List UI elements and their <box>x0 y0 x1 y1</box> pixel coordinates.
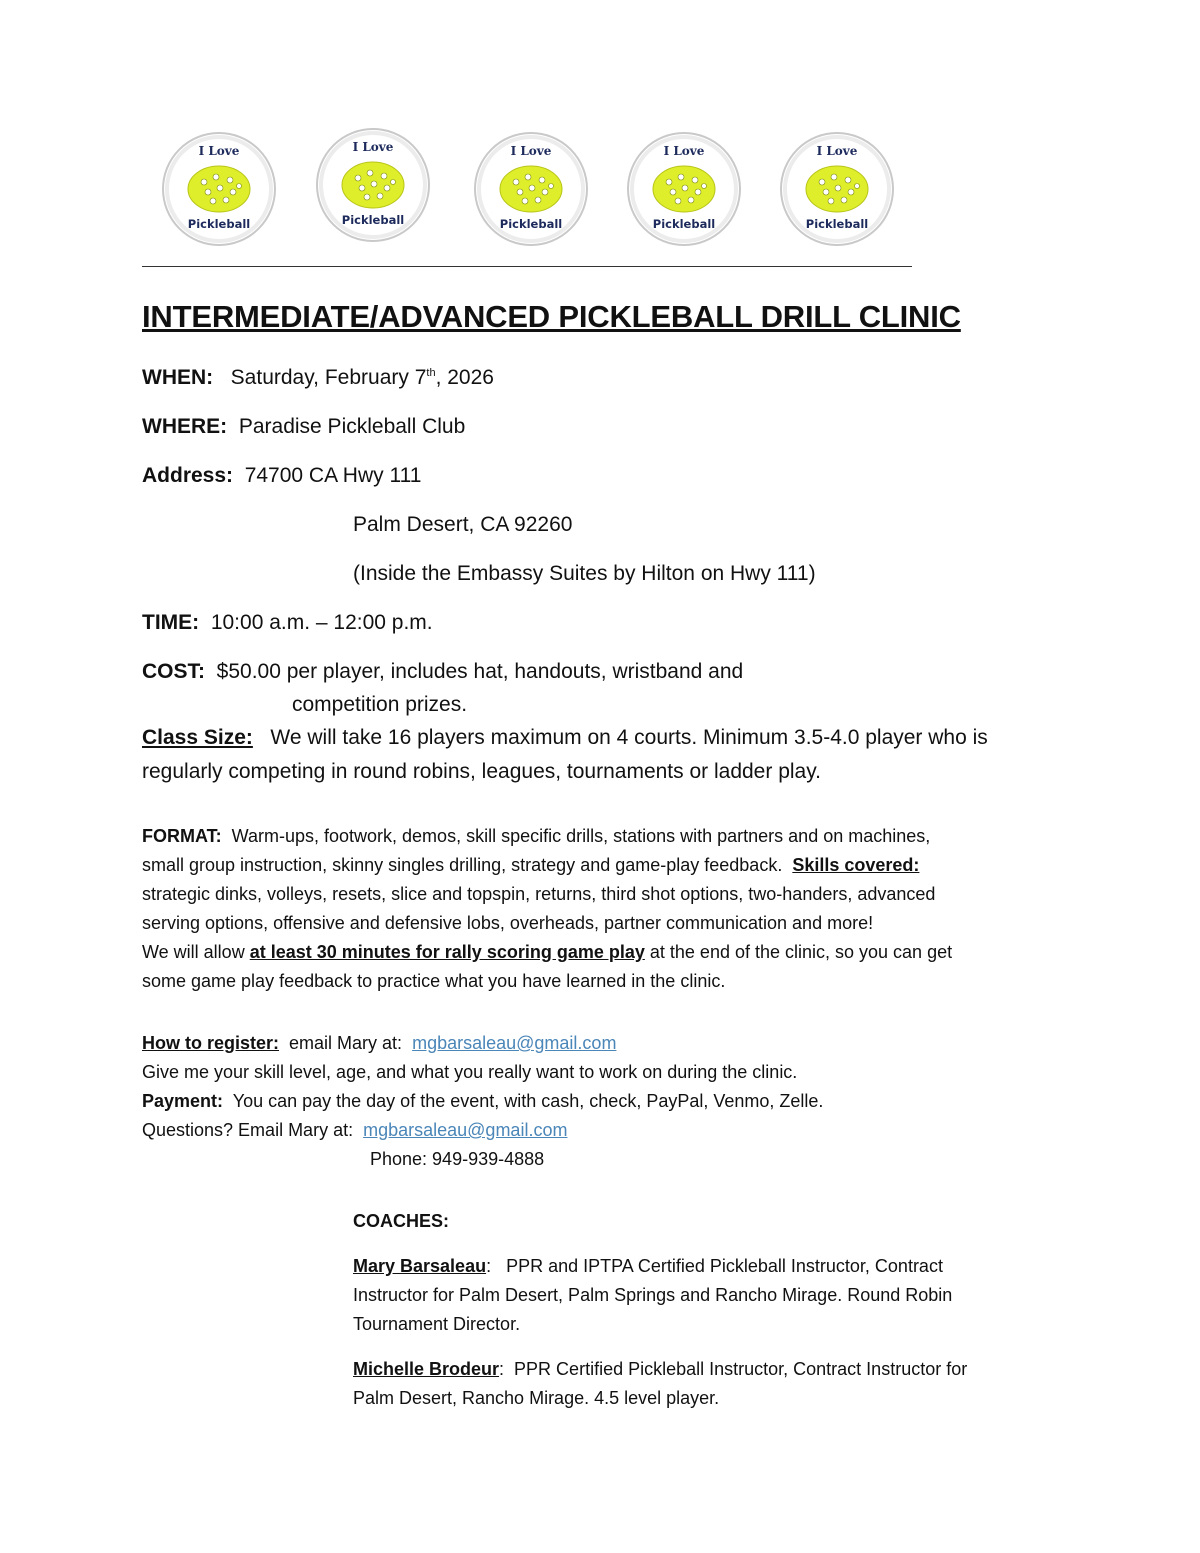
cost-line2: competition prizes. <box>292 693 468 716</box>
register-label: How to register: <box>142 1033 280 1053</box>
register-email-link[interactable]: mgbarsaleau@gmail.com <box>412 1033 617 1053</box>
time-label: TIME: <box>142 611 200 634</box>
address-row <box>142 463 421 489</box>
register-line2: Give me your skill level, age, and what you really want to work on during the clinic. <box>142 1062 798 1082</box>
format-line: FORMAT: Warm-ups, footwork, demos, skill specific drills, stations with partners and on machines, <box>142 826 931 846</box>
time-value: 10:00 a.m. – 12:00 p.m. <box>210 611 433 634</box>
format-line: We will allow at least 30 minutes for rally scoring game play at the end of the clinic, so you can get <box>142 942 953 962</box>
class-size-line2: regularly competing in round robins, leagues, tournaments or ladder play. <box>142 760 821 783</box>
format-line: strategic dinks, volleys, resets, slice and topspin, returns, third shot options, two-handers, advanced <box>142 884 936 904</box>
svg-text:I Love: I Love <box>198 144 240 158</box>
where-label: WHERE: <box>142 415 228 438</box>
svg-text:I Love: I Love <box>816 144 858 158</box>
pickleball-logo <box>778 130 896 248</box>
phone: Phone: 949-939-4888 <box>370 1149 545 1169</box>
register-row <box>142 1032 616 1054</box>
format-section <box>142 822 1042 996</box>
cost-label: COST: <box>142 660 205 683</box>
svg-text:Pickleball: Pickleball <box>805 217 869 231</box>
when-label: WHEN: <box>142 366 214 389</box>
payment-text: You can pay the day of the event, with cash, check, PayPal, Venmo, Zelle. <box>232 1091 824 1111</box>
coach-name: Michelle Brodeur <box>353 1359 500 1379</box>
pickleball-logo <box>160 130 278 248</box>
where-row <box>142 414 465 440</box>
pickleball-icon <box>778 130 896 248</box>
class-size-row <box>142 725 988 751</box>
format-label: FORMAT: <box>142 826 222 846</box>
svg-text:I Love: I Love <box>352 140 394 154</box>
pickleball-logo <box>472 130 590 248</box>
questions-row <box>142 1119 567 1141</box>
class-size-line1: We will take 16 players maximum on 4 courts. Minimum 3.5-4.0 player who is <box>270 726 988 749</box>
game-play-emphasis: at least 30 minutes for rally scoring game play <box>249 942 645 962</box>
when-row <box>142 365 494 391</box>
svg-text:Pickleball: Pickleball <box>187 217 251 231</box>
pickleball-icon <box>472 130 590 248</box>
pickleball-icon <box>314 126 432 244</box>
payment-row <box>142 1090 823 1112</box>
pickleball-logo <box>625 130 743 248</box>
cost-line1: $50.00 per player, includes hat, handouts, wristband and <box>216 660 744 683</box>
questions-email-link[interactable]: mgbarsaleau@gmail.com <box>363 1120 568 1140</box>
format-line: some game play feedback to practice what you have learned in the clinic. <box>142 971 726 991</box>
where-value: Paradise Pickleball Club <box>238 415 466 438</box>
coach-entry: Michelle Brodeur: PPR Certified Pickleball Instructor, Contract Instructor for Palm Desert, Rancho Mirage. 4.5 level player. <box>353 1359 968 1408</box>
register-text: email Mary at: <box>289 1033 403 1053</box>
svg-text:Pickleball: Pickleball <box>652 217 716 231</box>
address-line1: 74700 CA Hwy 111 <box>244 464 422 487</box>
pickleball-icon <box>160 130 278 248</box>
svg-text:Pickleball: Pickleball <box>341 213 405 227</box>
questions-text: Questions? Email Mary at: <box>142 1120 354 1140</box>
pickleball-icon <box>625 130 743 248</box>
pickleball-logo <box>314 126 432 244</box>
class-size-label: Class Size: <box>142 726 253 749</box>
coaches-heading: COACHES: <box>353 1211 450 1231</box>
address-line3: (Inside the Embassy Suites by Hilton on Hwy 111) <box>353 562 816 585</box>
format-line: small group instruction, skinny singles drilling, strategy and game-play feedback. Skills covered: <box>142 855 920 875</box>
when-value: Saturday, February 7th, 2026 <box>230 366 494 389</box>
svg-text:I Love: I Love <box>510 144 552 158</box>
time-row <box>142 610 433 636</box>
cost-row <box>142 659 743 685</box>
payment-label: Payment: <box>142 1091 224 1111</box>
page-title: INTERMEDIATE/ADVANCED PICKLEBALL DRILL CLINIC <box>142 299 961 334</box>
coach-name: Mary Barsaleau <box>353 1256 487 1276</box>
svg-text:I Love: I Love <box>663 144 705 158</box>
coach-entry: Mary Barsaleau: PPR and IPTPA Certified Pickleball Instructor, Contract Instructor for Palm Desert, Palm Springs and Rancho Mirage. Round Robin Tournament Director. <box>353 1256 953 1334</box>
skills-covered-label: Skills covered: <box>792 855 920 875</box>
logo-row <box>142 108 912 258</box>
address-line2: Palm Desert, CA 92260 <box>353 513 573 536</box>
address-label: Address: <box>142 464 234 487</box>
svg-text:Pickleball: Pickleball <box>499 217 563 231</box>
format-line: serving options, offensive and defensive lobs, overheads, partner communication and more! <box>142 913 874 933</box>
header-divider <box>142 266 912 267</box>
